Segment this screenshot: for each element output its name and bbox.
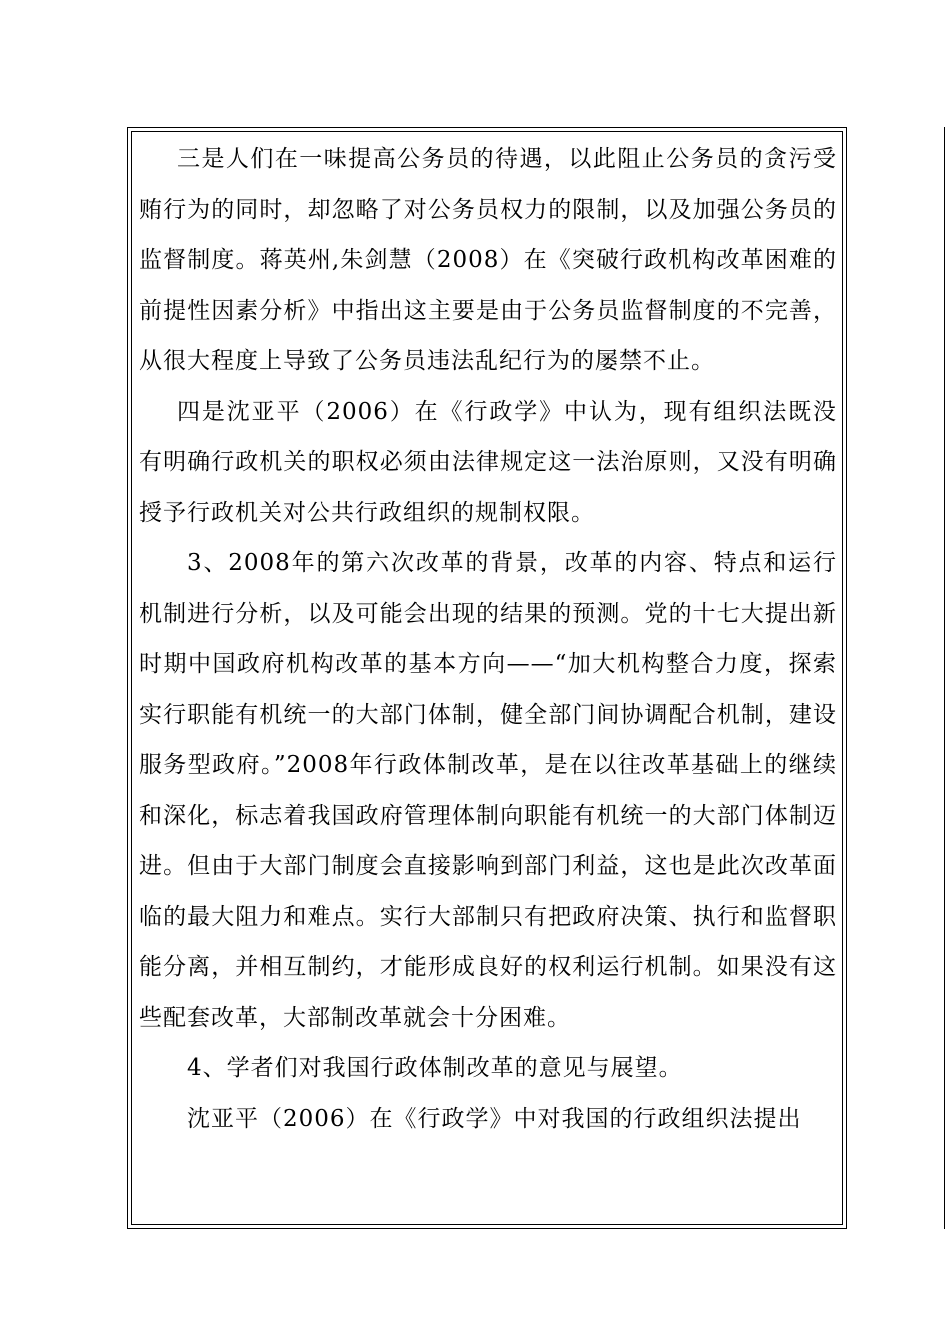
paragraph-section-4-heading: 4、学者们对我国行政体制改革的意见与展望。 (187, 1055, 683, 1081)
paragraph-point-three: 三是人们在一味提高公务员的待遇，以此阻止公务员的贪污受贿行为的同时，却忽略了对公务员权力的限制，以及加强公务员的监督制度。蒋英州,朱剑慧（2008）在《突破行政机构改革困难的前提性因素分析》中指出这主要是由于公务员监督制度的不完善，从很大程度上导致了公务员违法乱纪行为的屡禁不止。 (139, 146, 837, 374)
paragraph-section-4-body: 沈亚平（2006）在《行政学》中对我国的行政组织法提出 (187, 1105, 802, 1132)
paragraph-section-3: 3、2008年的第六次改革的背景，改革的内容、特点和运行机制进行分析，以及可能会出现的结果的预测。党的十七大提出新时期中国政府机构改革的基本方向——“加大机构整合力度，探索实行职能有机统一的大部门体制，健全部门间协调配合机制，建设服务型政府。”2008年行政体制改革，是在以往改革基础上的继续和深化，标志着我国政府管理体制向职能有机统一的大部门体制迈进。但由于大部门制度会直接影响到部门利益，这也是此次改革面临的最大阻力和难点。实行大部制只有把政府决策、执行和监督职能分离，并相互制约，才能形成良好的权利运行机制。如果没有这些配套改革，大部制改革就会十分困难。 (139, 550, 837, 1031)
paragraph-point-four: 四是沈亚平（2006）在《行政学》中认为，现有组织法既没有明确行政机关的职权必须由法律规定这一法治原则，又没有明确授予行政机关对公共行政组织的规制权限。 (139, 398, 837, 526)
right-margin-rule (944, 127, 945, 1229)
document-body (139, 134, 837, 1222)
